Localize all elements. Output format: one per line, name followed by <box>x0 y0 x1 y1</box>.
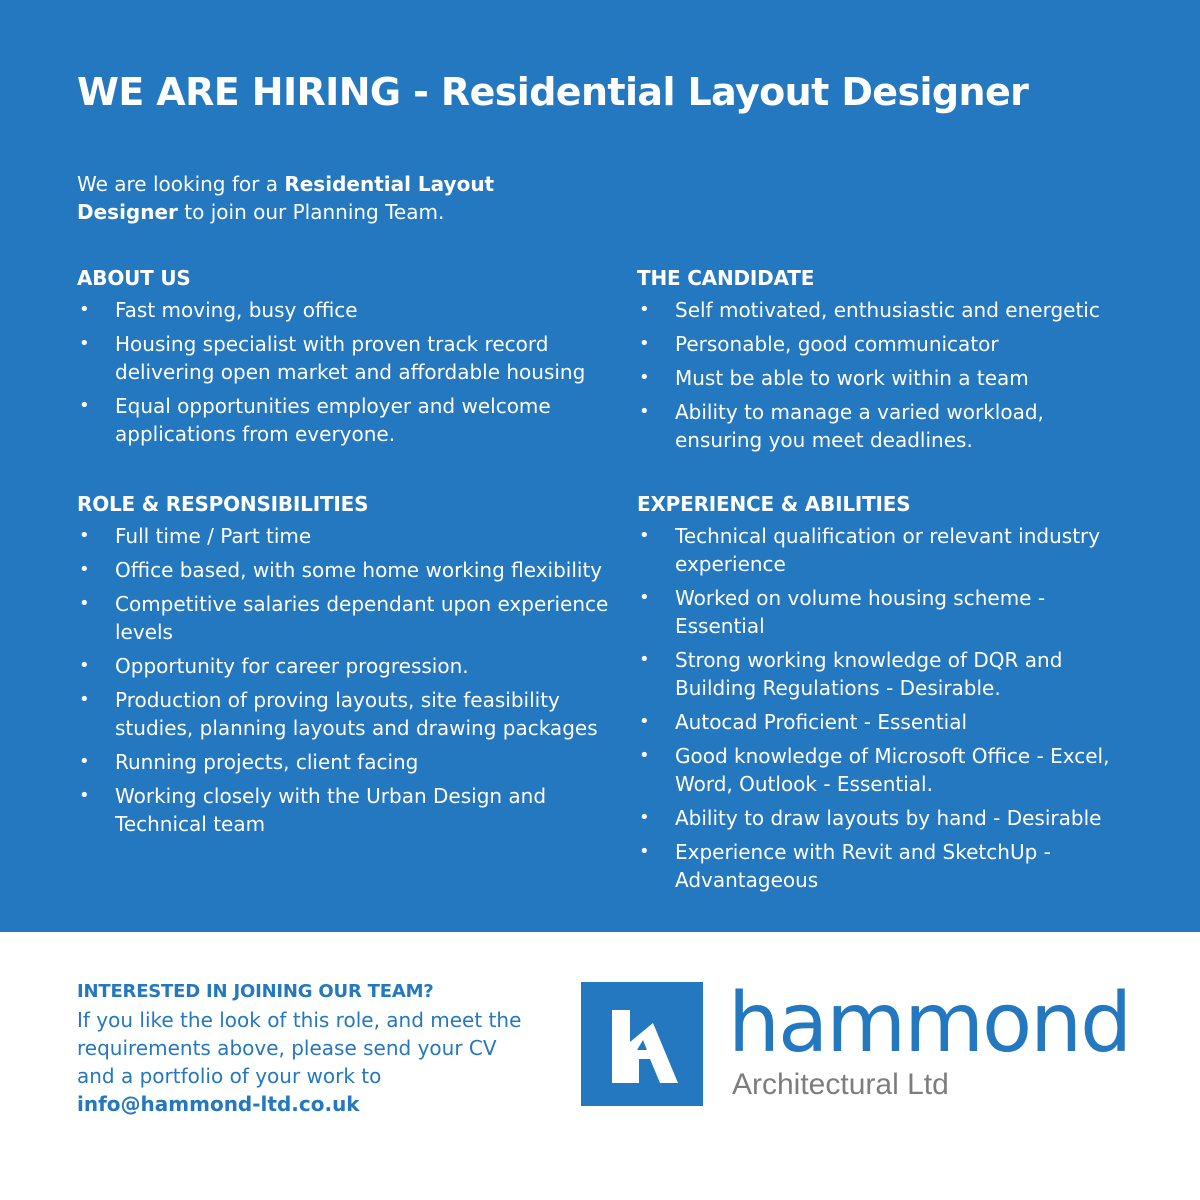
list-item <box>77 652 617 680</box>
role-responsibilities-list <box>77 522 617 838</box>
list-item-text: Good knowledge of Microsoft Office - Excel, Word, Outlook - Essential. <box>675 744 1110 796</box>
bullet-icon: • <box>639 587 650 608</box>
list-item <box>637 742 1137 798</box>
bullet-icon: • <box>639 649 650 670</box>
logo-mark-icon <box>581 982 703 1106</box>
bullet-icon: • <box>79 689 90 710</box>
list-item-text: Technical qualification or relevant industry experience <box>675 524 1101 576</box>
bullet-icon: • <box>639 841 650 862</box>
list-item-text: Self motivated, enthusiastic and energetic <box>675 298 1100 322</box>
intro-text <box>77 170 547 226</box>
bullet-icon: • <box>79 751 90 772</box>
list-item <box>77 296 617 324</box>
intro-suffix: to join our Planning Team. <box>177 200 445 224</box>
bullet-icon: • <box>639 711 650 732</box>
list-item-text: Ability to draw layouts by hand - Desirable <box>675 806 1102 830</box>
list-item-text: Autocad Proficient - Essential <box>675 710 968 734</box>
list-item-text: Experience with Revit and SketchUp - Advantageous <box>675 840 1051 892</box>
list-item-text: Housing specialist with proven track record delivering open market and affordable housing <box>115 332 586 384</box>
list-item-text: Fast moving, busy office <box>115 298 358 322</box>
about-us-heading: ABOUT US <box>77 266 191 290</box>
list-item <box>637 584 1137 640</box>
list-item-text: Full time / Part time <box>115 524 312 548</box>
list-item-text: Office based, with some home working flexibility <box>115 558 603 582</box>
bullet-icon: • <box>79 395 90 416</box>
list-item <box>77 522 617 550</box>
list-item <box>637 646 1137 702</box>
bullet-icon: • <box>639 333 650 354</box>
list-item-text: Personable, good communicator <box>675 332 999 356</box>
page-title: WE ARE HIRING - Residential Layout Designer <box>77 70 1029 114</box>
intro-role: Residential Layout Designer <box>77 172 495 224</box>
logo-wordmark: hammond <box>728 976 1131 1071</box>
list-item-text: Opportunity for career progression. <box>115 654 469 678</box>
list-item <box>637 398 1137 454</box>
bullet-icon: • <box>639 745 650 766</box>
bullet-icon: • <box>79 525 90 546</box>
role-responsibilities-heading: ROLE & RESPONSIBILITIES <box>77 492 369 516</box>
bullet-icon: • <box>79 333 90 354</box>
list-item <box>637 522 1137 578</box>
email-link[interactable]: info@hammond-ltd.co.uk <box>77 1092 360 1116</box>
list-item-text: Production of proving layouts, site feasibility studies, planning layouts and drawing packages <box>115 688 598 740</box>
list-item <box>77 392 617 448</box>
list-item-text: Strong working knowledge of DQR and Building Regulations - Desirable. <box>675 648 1063 700</box>
list-item-text: Equal opportunities employer and welcome applications from everyone. <box>115 394 551 446</box>
list-item <box>637 708 1137 736</box>
bullet-icon: • <box>639 299 650 320</box>
the-candidate-section <box>637 264 1137 460</box>
experience-abilities-heading: EXPERIENCE & ABILITIES <box>637 492 911 516</box>
list-item <box>637 804 1137 832</box>
bullet-icon: • <box>79 593 90 614</box>
list-item <box>637 364 1137 392</box>
intro-prefix: We are looking for a <box>77 172 285 196</box>
experience-abilities-section <box>637 490 1137 900</box>
list-item <box>77 556 617 584</box>
the-candidate-list <box>637 296 1137 454</box>
bullet-icon: • <box>79 655 90 676</box>
list-item-text: Ability to manage a varied workload, ensuring you meet deadlines. <box>675 400 1044 452</box>
bullet-icon: • <box>639 525 650 546</box>
list-item <box>77 590 617 646</box>
cta-heading: INTERESTED IN JOINING OUR TEAM? <box>77 981 434 1002</box>
bullet-icon: • <box>79 559 90 580</box>
list-item <box>637 838 1137 894</box>
bullet-icon: • <box>79 299 90 320</box>
experience-abilities-list <box>637 522 1137 894</box>
cta-body: If you like the look of this role, and meet the requirements above, please send your CV and a portfolio of your work to <box>77 1008 522 1088</box>
list-item <box>637 330 1137 358</box>
list-item <box>77 748 617 776</box>
bullet-icon: • <box>639 401 650 422</box>
bullet-icon: • <box>79 785 90 806</box>
list-item-text: Competitive salaries dependant upon experience levels <box>115 592 609 644</box>
list-item-text: Running projects, client facing <box>115 750 419 774</box>
bullet-icon: • <box>639 807 650 828</box>
application-info <box>77 978 537 1118</box>
list-item <box>77 686 617 742</box>
list-item <box>637 296 1137 324</box>
about-us-list <box>77 296 617 448</box>
logo-subtitle: Architectural Ltd <box>732 1068 949 1101</box>
list-item <box>77 330 617 386</box>
list-item <box>77 782 617 838</box>
the-candidate-heading: THE CANDIDATE <box>637 266 815 290</box>
about-us-section <box>77 264 617 454</box>
bullet-icon: • <box>639 367 650 388</box>
list-item-text: Worked on volume housing scheme - Essential <box>675 586 1046 638</box>
list-item-text: Working closely with the Urban Design and Technical team <box>115 784 547 836</box>
list-item-text: Must be able to work within a team <box>675 366 1029 390</box>
role-responsibilities-section <box>77 490 617 844</box>
